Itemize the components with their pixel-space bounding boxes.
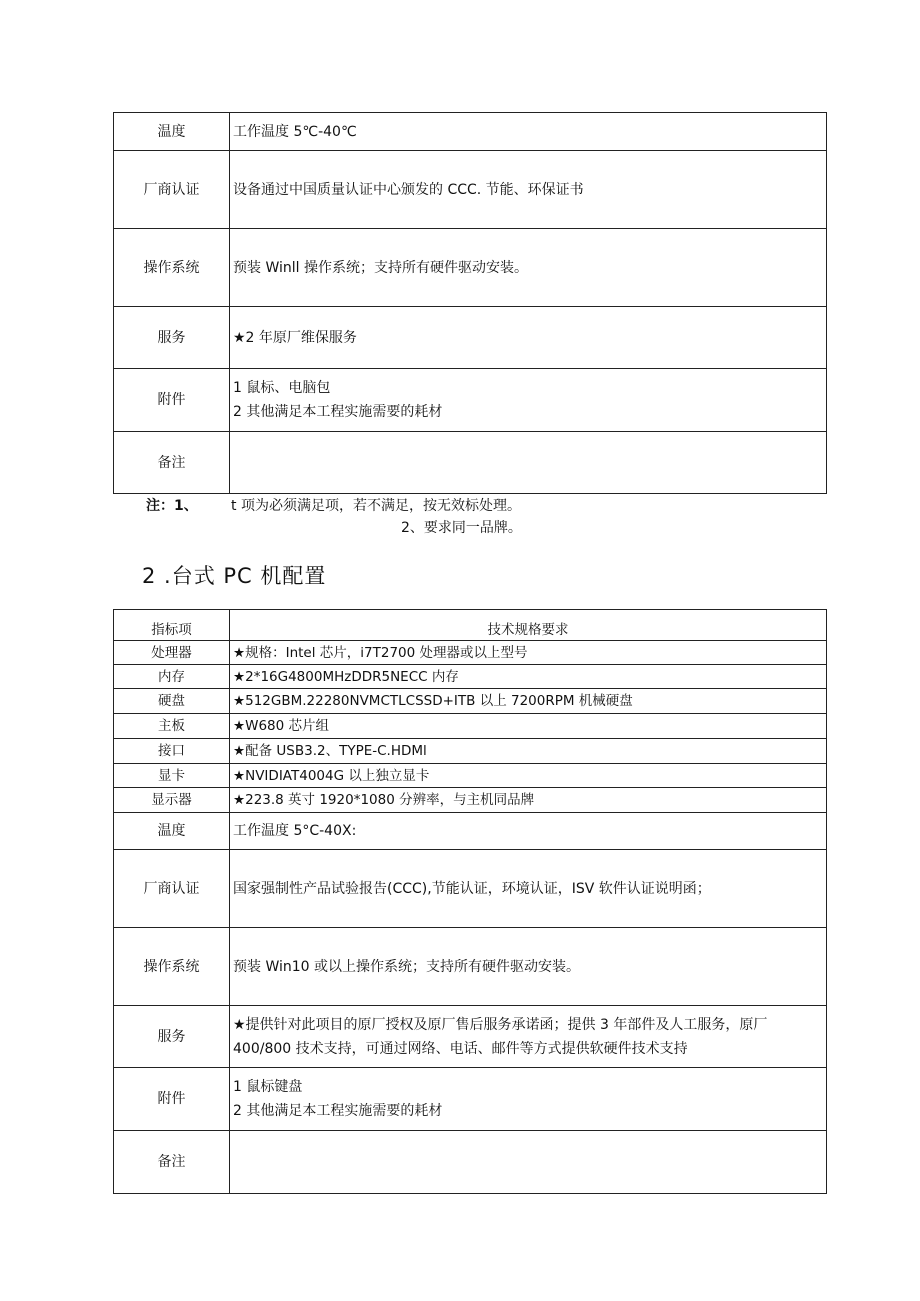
value-line: 400/800 技术支持，可通过网络、电话、邮件等方式提供软硬件技术支持 (233, 1040, 688, 1057)
spec-table-2 (113, 609, 827, 1194)
value-line: 1 鼠标键盘 (233, 1079, 303, 1095)
value-line: 工作温度 5°C-40X: (233, 823, 357, 839)
table-row (114, 641, 827, 665)
row-label: 厂商认证 (114, 850, 230, 928)
table-row (114, 1131, 827, 1194)
value-line: 设备通过中国质量认证中心颁发的 CCC. 节能、环保证书 (233, 181, 584, 198)
value-line: 1 鼠标、电脑包 (233, 380, 331, 396)
row-label: 操作系统 (114, 928, 230, 1006)
row-label: 附件 (114, 1068, 230, 1131)
table-row (114, 689, 827, 714)
note-prefix: 注：1、 (146, 498, 198, 514)
row-label: 显卡 (114, 764, 230, 788)
table-row (114, 151, 827, 229)
row-value (230, 151, 827, 229)
row-label: 硬盘 (114, 689, 230, 714)
value-line: 工作温度 5℃-40℃ (233, 123, 357, 140)
row-value (230, 1131, 827, 1194)
row-label: 附件 (114, 369, 230, 432)
table-row (114, 113, 827, 151)
row-label: 备注 (114, 432, 230, 494)
table-row (114, 928, 827, 1006)
note-1: t 项为必须满足项，若不满足，按无效标处理。 (231, 498, 521, 514)
note-2: 2、要求同一品牌。 (401, 520, 522, 536)
value-line: ★NVIDIAT4004G 以上独立显卡 (233, 767, 430, 784)
row-label: 显示器 (114, 788, 230, 813)
column-header: 技术规格要求 (230, 610, 827, 641)
table-row (114, 369, 827, 432)
row-value (230, 113, 827, 151)
row-value (230, 813, 827, 850)
value-line: ★W680 芯片组 (233, 718, 330, 734)
table-row (114, 229, 827, 307)
table-row (114, 813, 827, 850)
table-row (114, 432, 827, 494)
row-value (230, 739, 827, 764)
row-label: 内存 (114, 665, 230, 689)
row-value (230, 307, 827, 369)
row-value (230, 689, 827, 714)
row-value (230, 229, 827, 307)
row-value (230, 850, 827, 928)
table-row (114, 850, 827, 928)
value-line: 2 其他满足本工程实施需要的耗材 (233, 1103, 443, 1119)
row-value (230, 928, 827, 1006)
row-value (230, 641, 827, 665)
table-row (114, 764, 827, 788)
table-header-row (114, 610, 827, 641)
value-line: 预装 Win10 或以上操作系统；支持所有硬件驱动安装。 (233, 958, 581, 975)
table-row (114, 714, 827, 739)
table-row (114, 739, 827, 764)
table-row (114, 788, 827, 813)
table-row (114, 1006, 827, 1068)
row-value (230, 1006, 827, 1068)
row-label: 操作系统 (114, 229, 230, 307)
value-line: ★2*16G4800MHzDDR5NECC 内存 (233, 668, 459, 685)
row-value (230, 665, 827, 689)
value-line: 预装 Winll 操作系统；支持所有硬件驱动安装。 (233, 259, 528, 276)
row-value (230, 1068, 827, 1131)
row-value (230, 788, 827, 813)
row-label: 备注 (114, 1131, 230, 1194)
row-value (230, 432, 827, 494)
value-line: ★512GBM.22280NVMCTLCSSD+ITB 以上 7200RPM 机械硬盘 (233, 693, 633, 709)
value-line: ★提供针对此项目的原厂授权及原厂售后服务承诺函；提供 3 年部件及人工服务，原厂 (233, 1016, 768, 1033)
column-header: 指标项 (114, 610, 230, 641)
table-row (114, 307, 827, 369)
row-label: 接口 (114, 739, 230, 764)
row-label: 服务 (114, 1006, 230, 1068)
value-line: 国家强制性产品试验报告(CCC),节能认证，环境认证，ISV 软件认证说明函； (233, 880, 711, 897)
table-row (114, 1068, 827, 1131)
row-value (230, 764, 827, 788)
row-value (230, 369, 827, 432)
section-title: 2 .台式 PC 机配置 (142, 564, 327, 588)
value-line: ★2 年原厂维保服务 (233, 329, 357, 346)
row-label: 温度 (114, 813, 230, 850)
row-label: 厂商认证 (114, 151, 230, 229)
value-line: ★配备 USB3.2、TYPE-C.HDMl (233, 743, 427, 759)
row-label: 处理器 (114, 641, 230, 665)
row-label: 服务 (114, 307, 230, 369)
value-line: ★规格：Intel 芯片，i7T2700 处理器或以上型号 (233, 644, 528, 661)
table-row (114, 665, 827, 689)
row-label: 主板 (114, 714, 230, 739)
row-label: 温度 (114, 113, 230, 151)
value-line: ★223.8 英寸 1920*1080 分辨率，与主机同品牌 (233, 792, 535, 808)
value-line: 2 其他满足本工程实施需要的耗材 (233, 404, 443, 420)
spec-table-1 (113, 112, 827, 494)
row-value (230, 714, 827, 739)
